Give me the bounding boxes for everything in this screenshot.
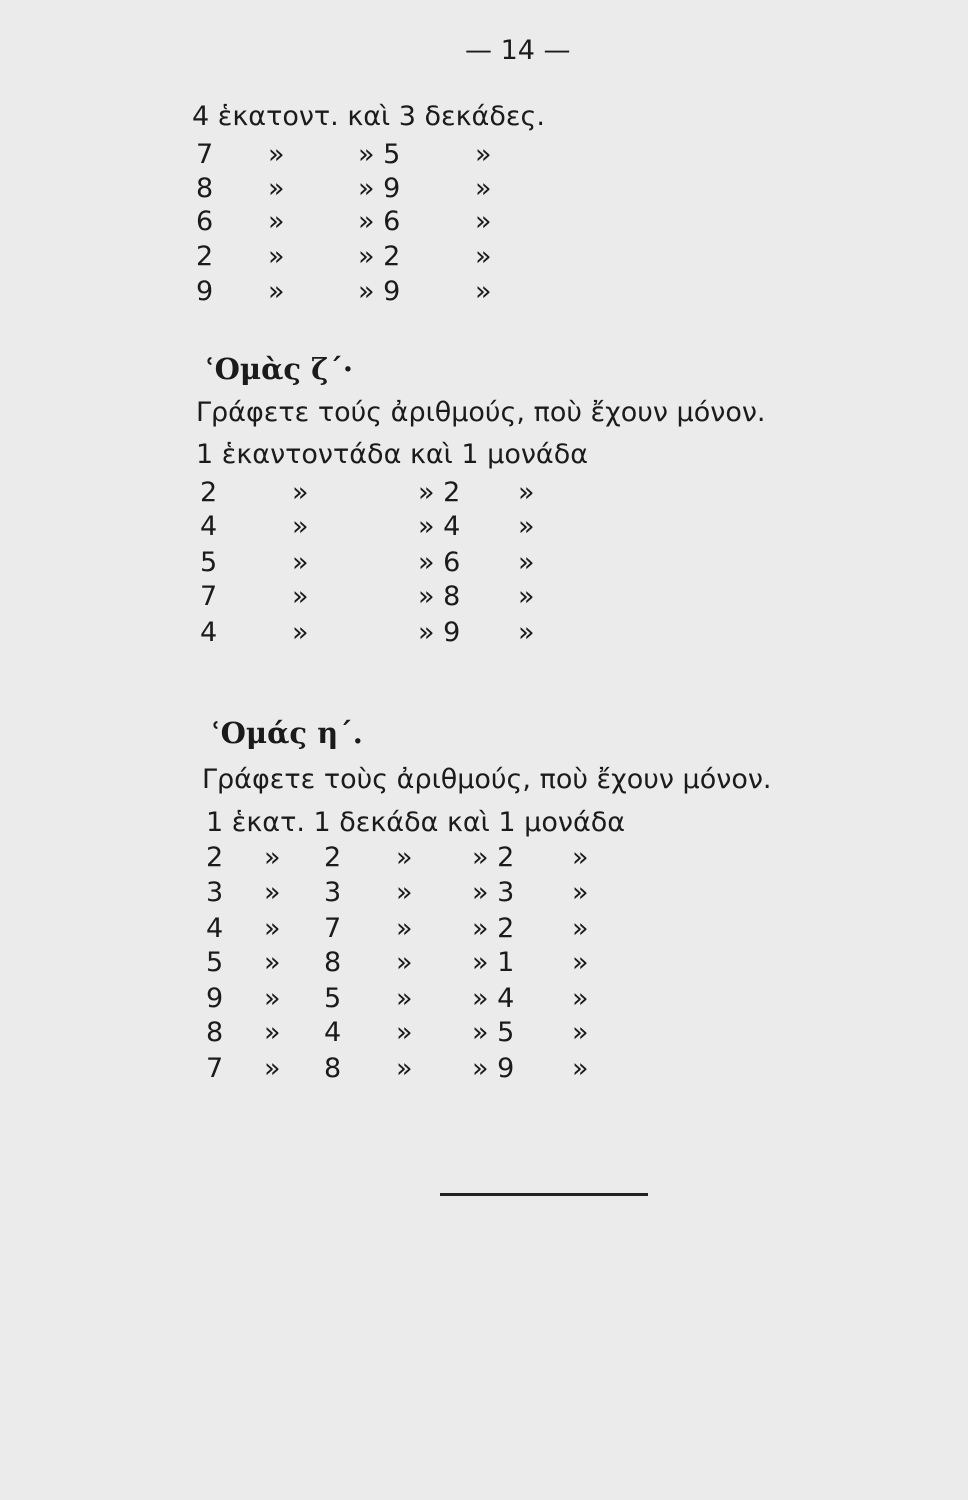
cell: » (518, 511, 535, 542)
cell: 7 (196, 139, 214, 170)
cell: 5 (324, 983, 342, 1014)
cell: 6 (196, 206, 214, 237)
cell: » (518, 547, 535, 578)
cell: » (396, 947, 413, 978)
cell: 8 (206, 1017, 224, 1048)
cell: 3 (324, 877, 342, 908)
cell: » (292, 511, 309, 542)
cell: » 9 (472, 1053, 515, 1084)
cell: 7 (200, 581, 218, 612)
cell: 4 (200, 511, 218, 542)
cell: » (396, 842, 413, 873)
cell: » (292, 547, 309, 578)
cell: » 2 (358, 241, 401, 272)
cell: » (292, 581, 309, 612)
cell: » (475, 139, 492, 170)
cell: » (518, 581, 535, 612)
cell: 2 (324, 842, 342, 873)
cell: » 9 (418, 617, 461, 648)
cell: » 5 (472, 1017, 515, 1048)
cell: 2 (206, 842, 224, 873)
cell: » (396, 913, 413, 944)
cell: » 2 (418, 477, 461, 508)
cell: » (572, 1017, 589, 1048)
cell: 7 (206, 1053, 224, 1084)
cell: » 3 (472, 877, 515, 908)
cell: 4 (200, 617, 218, 648)
group-z-heading: ʿΟμὰς ζ΄· (204, 352, 353, 386)
cell: 7 (324, 913, 342, 944)
cell: » (572, 947, 589, 978)
cell: » (264, 877, 281, 908)
cell: » (264, 1053, 281, 1084)
cell: » (572, 913, 589, 944)
cell: » (292, 617, 309, 648)
cell: » (396, 877, 413, 908)
cell: » 6 (358, 206, 401, 237)
cell: » (475, 276, 492, 307)
cell: 4 (206, 913, 224, 944)
cell: » (572, 842, 589, 873)
group-h-instruction: Γράφετε τοὺς ἀριθμούς, ποὺ ἔχουν μόνον. (202, 764, 772, 795)
cell: » 2 (472, 913, 515, 944)
cell: » 1 (472, 947, 515, 978)
group-h-row-1: 1 ἑκατ. 1 δεκάδα καὶ 1 μονάδα (206, 807, 626, 838)
cell: » (572, 1053, 589, 1084)
cell: » 9 (358, 173, 401, 204)
cell: » (572, 983, 589, 1014)
cell: » (264, 913, 281, 944)
end-rule (440, 1193, 648, 1196)
cell: » (518, 617, 535, 648)
cell: 3 (206, 877, 224, 908)
group-z-instruction: Γράφετε τούς ἀριθμούς, ποὺ ἔχουν μόνον. (196, 397, 766, 428)
cell: » (264, 1017, 281, 1048)
cell: » 8 (418, 581, 461, 612)
cell: » (264, 947, 281, 978)
cell: » (268, 173, 285, 204)
cell: » (268, 139, 285, 170)
group-h-heading: ʿΟμάς η΄. (210, 716, 363, 750)
cell: » 4 (472, 983, 515, 1014)
cell: » (475, 241, 492, 272)
cell: » (475, 206, 492, 237)
cell: 8 (324, 1053, 342, 1084)
cell: 9 (196, 276, 214, 307)
cell: » (396, 1017, 413, 1048)
cell: » (264, 983, 281, 1014)
cell: » (572, 877, 589, 908)
cell: 8 (324, 947, 342, 978)
cell: 2 (200, 477, 218, 508)
cell: » 9 (358, 276, 401, 307)
block-top-row-1: 4 ἑκατοντ. καὶ 3 δεκάδες. (192, 101, 545, 132)
cell: » (264, 842, 281, 873)
cell: » 6 (418, 547, 461, 578)
cell: » 5 (358, 139, 401, 170)
cell: 5 (200, 547, 218, 578)
cell: 4 (324, 1017, 342, 1048)
cell: 5 (206, 947, 224, 978)
cell: 2 (196, 241, 214, 272)
cell: » (268, 241, 285, 272)
cell: » 4 (418, 511, 461, 542)
group-z-row-1: 1 ἑκαντοντάδα καὶ 1 μονάδα (196, 439, 589, 470)
cell: » 2 (472, 842, 515, 873)
page-number: — 14 — (465, 35, 571, 66)
cell: 8 (196, 173, 214, 204)
cell: » (475, 173, 492, 204)
cell: » (518, 477, 535, 508)
cell: » (292, 477, 309, 508)
cell: » (396, 983, 413, 1014)
cell: » (268, 206, 285, 237)
cell: 9 (206, 983, 224, 1014)
cell: » (268, 276, 285, 307)
cell: » (396, 1053, 413, 1084)
